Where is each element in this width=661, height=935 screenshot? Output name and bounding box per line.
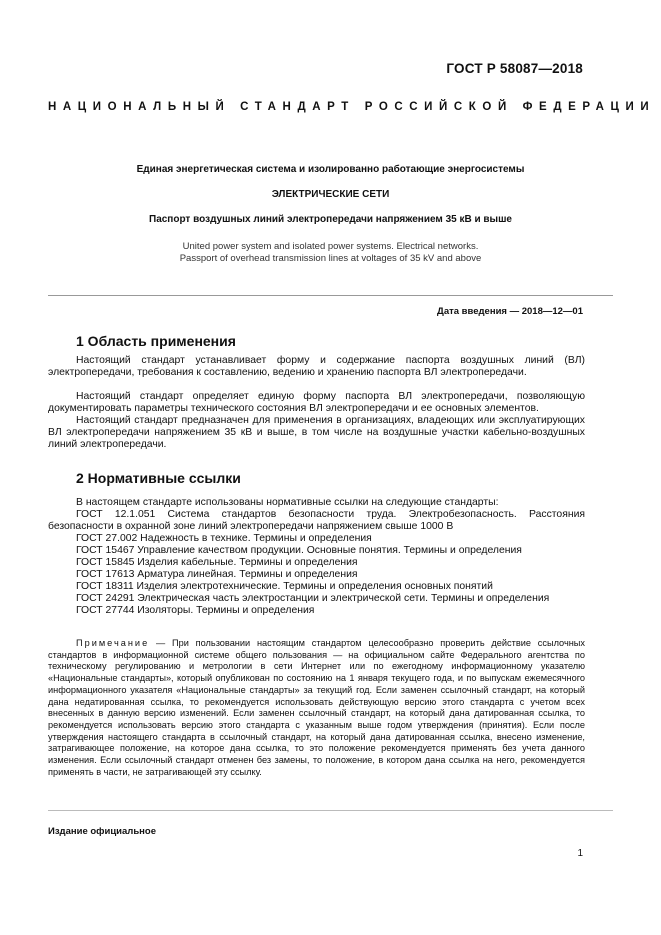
- note-label: Примечание: [76, 638, 150, 648]
- references-intro: В настоящем стандарте использованы нормативные ссылки на следующие стандарты:: [76, 497, 499, 508]
- page-number: 1: [577, 848, 583, 859]
- footer-divider: [48, 810, 613, 811]
- introduction-date: Дата введения — 2018—12—01: [437, 306, 583, 317]
- reference-item: ГОСТ 15467 Управление качеством продукции. Основные понятия. Термины и определения: [76, 545, 522, 556]
- normative-references: [48, 497, 585, 617]
- section-1-paragraph: [48, 355, 585, 379]
- reference-item: ГОСТ 17613 Арматура линейная. Термины и определения: [76, 569, 358, 580]
- official-edition-label: Издание официальное: [48, 826, 156, 837]
- document-code: ГОСТ Р 58087—2018: [446, 61, 583, 76]
- references-note: [48, 638, 585, 778]
- paragraph-text: Настоящий стандарт устанавливает форму и содержание паспорта воздушных линий (ВЛ) электропередачи, требования к составлению, ведению и хранению паспорта ВЛ электропередачи.: [48, 355, 585, 378]
- section-1-title: 1 Область применения: [76, 333, 236, 349]
- english-title-line-1: United power system and isolated power systems. Electrical networks.: [182, 241, 479, 252]
- reference-item: ГОСТ 18311 Изделия электротехнические. Термины и определения основных понятий: [76, 581, 493, 592]
- title-line-1: Единая энергетическая система и изолированно работающие энергосистемы: [136, 164, 525, 175]
- header-divider: [48, 295, 613, 296]
- note-text: — При пользовании настоящим стандартом целесообразно проверить действие ссылочных стандартов в информационной системе общего пользования — на официальном сайте Федерального агентства по техническому регулированию и метрологии в сети Интернет или по ежегодному информационному указателю «Национальные стандарты», который опубликован по состоянию на 1 января текущего года, и по выпускам ежемесячного информационного указателя «Национальные стандарты» за текущий год. Если заменен ссылочный стандарт, на который дана недатированная ссылка, то рекомендуется использовать действующую версию этого стандарта с учетом всех внесенных в данную версию изменений. Если заменен ссылочный стандарт, на который дана датированная ссылка, то рекомендуется использовать версию этого стандарта с указанным выше годом утверждения (принятия). Если после утверждения настоящего стандарта в ссылочный стандарт, на который дана датированная ссылка, внесено изменение, затрагивающее положение, на которое дана ссылка, то это положение рекомендуется применять без учета данного изменения. Если ссылочный стандарт отменен без замены, то положение, в котором дана ссылка на него, рекомендуется применять в части, не затрагивающей эту ссылку.: [48, 638, 585, 777]
- section-1-paragraph: [48, 391, 585, 415]
- national-standard-heading: НАЦИОНАЛЬНЫЙ СТАНДАРТ РОССИЙСКОЙ ФЕДЕРАЦИИ: [48, 101, 656, 113]
- paragraph-text: Настоящий стандарт определяет единую форму паспорта ВЛ электропередачи, позволяющую документировать параметры технического состояния ВЛ электропередачи и ее основных элементов.: [48, 391, 585, 414]
- reference-item: ГОСТ 12.1.051 Система стандартов безопасности труда. Электробезопасность. Расстояния безопасности в охранной зоне линий электропередачи напряжением свыше 1000 В: [48, 509, 585, 532]
- reference-item: ГОСТ 27.002 Надежность в технике. Термины и определения: [76, 533, 372, 544]
- title-line-2: ЭЛЕКТРИЧЕСКИЕ СЕТИ: [271, 189, 390, 200]
- title-line-3: Паспорт воздушных линий электропередачи напряжением 35 кВ и выше: [149, 214, 512, 225]
- reference-item: ГОСТ 27744 Изоляторы. Термины и определения: [76, 605, 315, 616]
- section-2-title: 2 Нормативные ссылки: [76, 470, 241, 486]
- section-1-paragraph: [48, 415, 585, 451]
- reference-item: ГОСТ 24291 Электрическая часть электростанции и электрической сети. Термины и определения: [76, 593, 550, 604]
- reference-item: ГОСТ 15845 Изделия кабельные. Термины и определения: [76, 557, 358, 568]
- english-title-line-2: Passport of overhead transmission lines at voltages of 35 kV and above: [179, 253, 482, 264]
- paragraph-text: Настоящий стандарт предназначен для применения в организациях, владеющих или эксплуатирующих ВЛ электропередачи напряжением 35 кВ и выше, в том числе на воздушные участки кабельно-воздушных линий электропередачи.: [48, 415, 585, 450]
